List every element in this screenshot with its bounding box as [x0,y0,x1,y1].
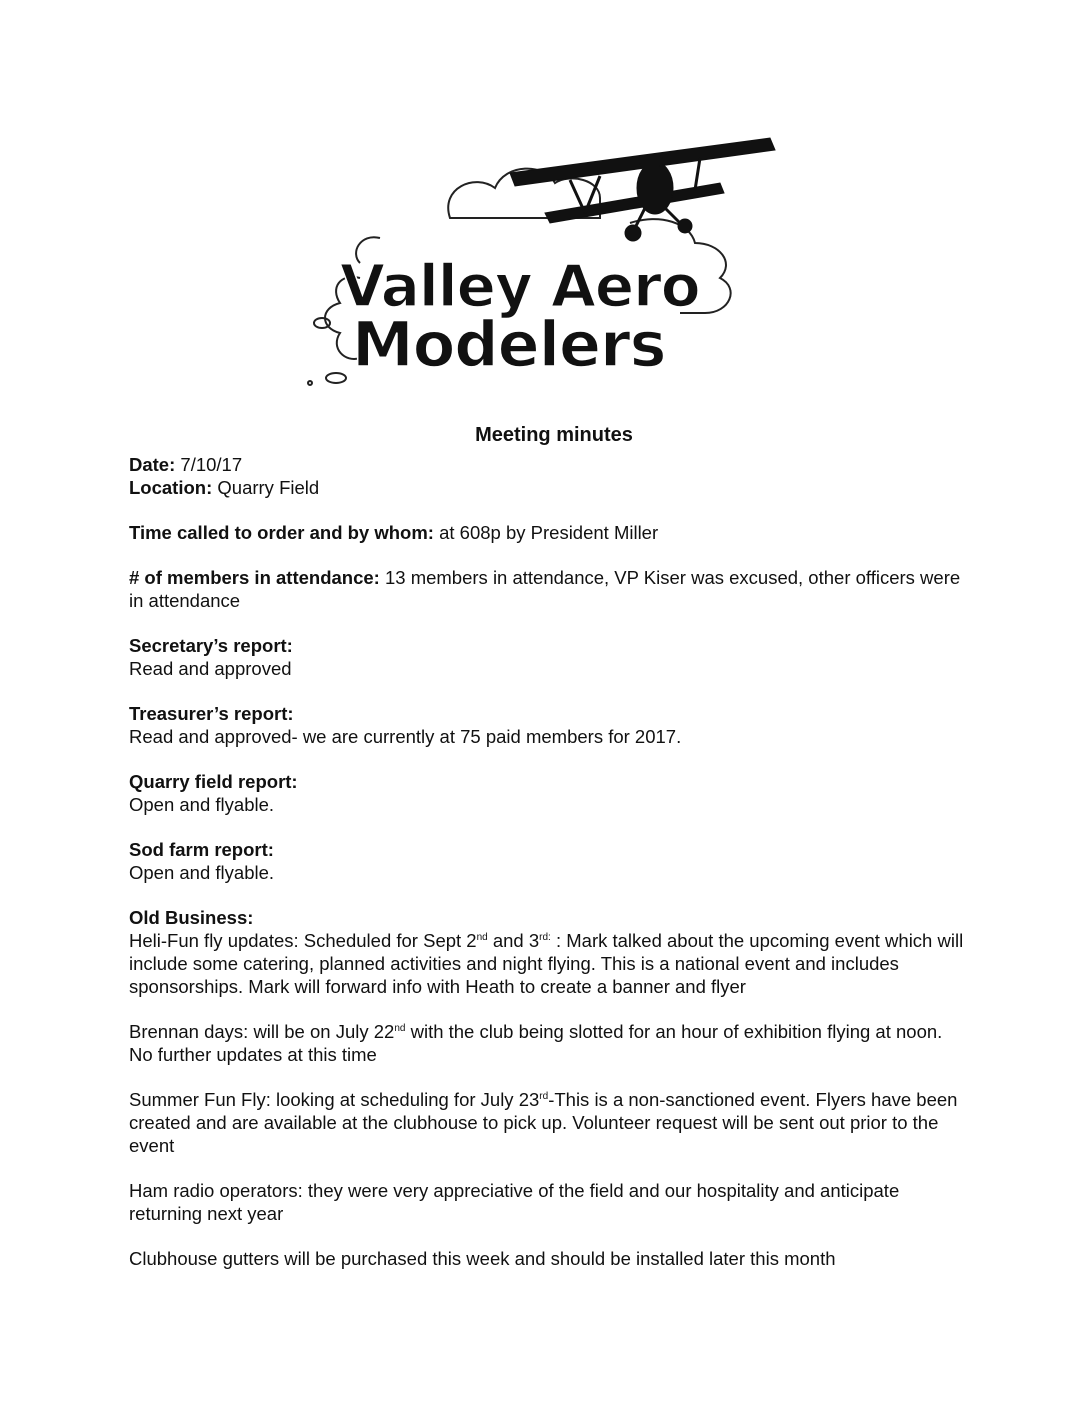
sod-label: Sod farm report: [129,839,274,860]
heli-sup-2: rd: [539,931,551,943]
heli-text-3: : Mark talked about the upcoming event which will include some catering, planned activities and night flying. This is a national event and includes sponsorships. Mark will forward info with Heath to create a banner and flyer [129,930,964,997]
brennan-days-paragraph [129,1020,969,1066]
brennan-text-1: Brennan days: will be on July 22 [129,1021,395,1042]
called-value: at 608p by President Miller [433,522,659,543]
attendance-value: 13 members in attendance, VP Kiser was excused, other officers were in attendance [129,567,961,611]
quarry-value: Open and flyable. [129,794,275,815]
old-business-label: Old Business: [129,907,254,928]
date-value: 7/10/17 [175,454,243,475]
summer-text-2: -This is a non-sanctioned event. Flyers have been created and are available at the clubhouse to pick up. Volunteer request will be sent out prior to the event [129,1089,958,1156]
summer-text-1: Summer Fun Fly: looking at scheduling for July 23 [129,1089,540,1110]
date-label: Date: [129,454,176,475]
logo-line1: Valley Aero [340,252,700,320]
summer-sup-1: rd [539,1090,549,1102]
club-logo [300,128,780,398]
attendance-line [129,566,969,612]
ham-radio-paragraph: Ham radio operators: they were very appreciative of the field and our hospitality and anticipate returning next year [129,1180,900,1224]
summer-fun-fly-paragraph [129,1088,969,1157]
heli-text-1: Heli-Fun fly updates: Scheduled for Sept 2 [129,930,477,951]
location-value: Quarry Field [212,477,320,498]
date-line [129,453,969,476]
treasurer-label: Treasurer’s report: [129,703,294,724]
page-title: Meeting minutes [475,424,633,446]
secretary-label: Secretary’s report: [129,635,293,656]
logo-line2: Modelers [352,308,666,381]
quarry-label: Quarry field report: [129,771,298,792]
called-line [129,521,969,544]
brennan-sup-1: nd [394,1022,406,1034]
heli-sup-1: nd [476,931,488,943]
meeting-minutes-document [129,424,969,1270]
heli-text-2: and 3 [487,930,540,951]
treasurer-value: Read and approved- we are currently at 75 paid members for 2017. [129,726,682,747]
attendance-label: # of members in attendance: [129,567,380,588]
brennan-text-2: with the club being slotted for an hour of exhibition flying at noon. No further updates at this time [129,1021,943,1065]
heli-fun-fly-paragraph [129,929,969,998]
sod-value: Open and flyable. [129,862,275,883]
biplane-icon [510,138,775,241]
secretary-value: Read and approved [129,658,292,679]
called-label: Time called to order and by whom: [129,522,434,543]
gutters-paragraph: Clubhouse gutters will be purchased this week and should be installed later this month [129,1248,836,1269]
location-line [129,476,969,499]
location-label: Location: [129,477,213,498]
